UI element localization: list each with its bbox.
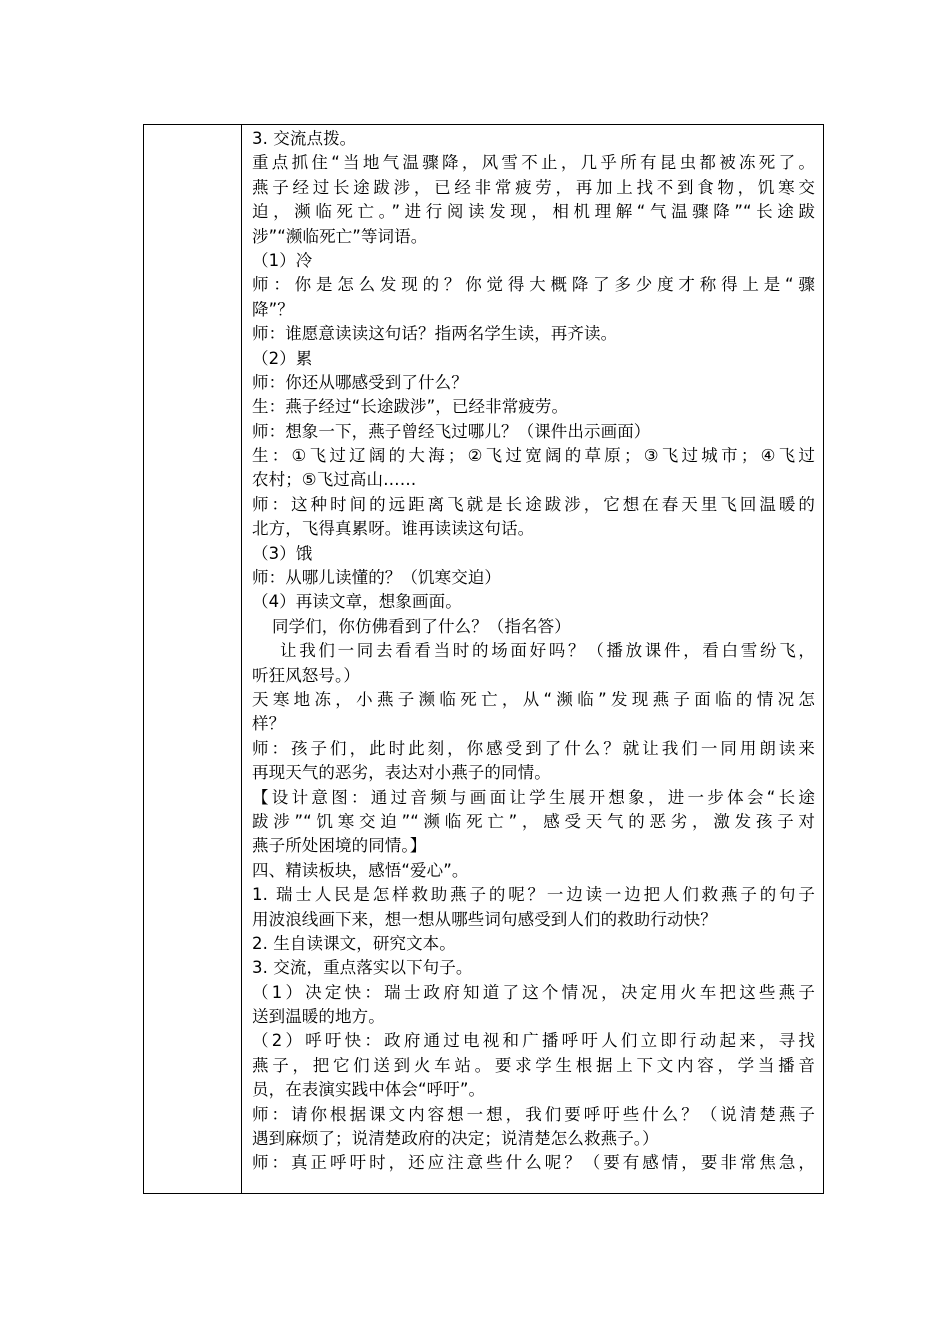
text-line: 降”？	[252, 299, 294, 319]
text-line: 师：从哪儿读懂的？（饥寒交迫）	[252, 568, 501, 588]
text-line: 再现天气的恶劣，表达对小燕子的同情。	[252, 763, 551, 783]
text-line: 跋涉”“饥寒交迫”“濒临死亡”，感受天气的恶劣，激发孩子对	[252, 811, 815, 831]
text-line: 生：燕子经过“长途跋涉”，已经非常疲劳。	[252, 397, 569, 417]
text-line: 燕子经过长途跋涉，已经非常疲劳，再加上找不到食物，饥寒交	[252, 177, 815, 197]
text-line: 师：谁愿意读读这句话？指两名学生读，再齐读。	[252, 324, 618, 344]
text-line: 迫，濒临死亡。”进行阅读发现，相机理解“气温骤降”“长途跋	[252, 202, 815, 222]
text-line: 师：想象一下，燕子曾经飞过哪儿？（课件出示画面）	[252, 421, 651, 441]
text-line: （2）呼吁快：政府通过电视和广播呼吁人们立即行动起来，寻找	[252, 1031, 815, 1051]
text-line: 师：你还从哪感受到了什么？	[252, 372, 468, 392]
text-line: 天寒地冻，小燕子濒临死亡，从“濒临”发现燕子面临的情况怎	[252, 689, 815, 709]
text-line: 师：请你根据课文内容想一想，我们要呼吁些什么？（说清楚燕子	[252, 1104, 815, 1124]
text-line: 生：①飞过辽阔的大海；②飞过宽阔的草原；③飞过城市；④飞过	[252, 446, 815, 466]
text-line: 农村；⑤飞过高山……	[252, 470, 417, 490]
text-line: 师：真正呼吁时，还应注意些什么呢？（要有感情，要非常焦急，	[252, 1153, 815, 1173]
text-line: 1. 瑞士人民是怎样救助燕子的呢？一边读一边把人们救燕子的句子	[252, 885, 815, 905]
table-left-column	[144, 125, 242, 1193]
text-line: 2. 生自读课文，研究文本。	[252, 933, 456, 953]
text-line: 让我们一同去看看当时的场面好吗？（播放课件，看白雪纷飞，	[280, 641, 815, 661]
table-right-column	[242, 125, 823, 1193]
text-line: 四、精读板块，感悟“爱心”。	[252, 860, 469, 880]
text-line: 同学们，你仿佛看到了什么？（指名答）	[272, 616, 571, 636]
text-line: 【设计意图：通过音频与画面让学生展开想象，进一步体会“长途	[252, 787, 815, 807]
text-line: 听狂风怒号。）	[252, 665, 360, 685]
text-line: 重点抓住“当地气温骤降，风雪不止，几乎所有昆虫都被冻死了。	[252, 153, 815, 173]
text-line: 燕子，把它们送到火车站。要求学生根据上下文内容，学当播音	[252, 1055, 815, 1075]
text-line: 燕子所处困境的同情。】	[252, 836, 427, 856]
text-line: （4）再读文章，想象画面。	[252, 592, 462, 612]
text-line: 3. 交流，重点落实以下句子。	[252, 958, 473, 978]
text-line: （1）冷	[252, 250, 313, 270]
text-line: 师：你是怎么发现的？你觉得大概降了多少度才称得上是“骤	[252, 275, 815, 295]
text-line: 师：孩子们，此时此刻，你感受到了什么？就让我们一同用朗读来	[252, 738, 815, 758]
text-line: 样？	[252, 714, 286, 734]
text-line: 送到温暖的地方。	[252, 1007, 385, 1027]
text-line: 3. 交流点拨。	[252, 129, 357, 148]
text-line: 北方，飞得真累呀。谁再读读这句话。	[252, 519, 535, 539]
text-line: 遇到麻烦了；说清楚政府的决定；说清楚怎么救燕子。）	[252, 1129, 659, 1149]
text-line: （1）决定快：瑞士政府知道了这个情况，决定用火车把这些燕子	[252, 982, 815, 1002]
text-line: 师：这种时间的远距离飞就是长途跋涉，它想在春天里飞回温暖的	[252, 494, 815, 514]
text-line: 涉”“濒临死亡”等词语。	[252, 226, 428, 246]
text-line: （3）饿	[252, 543, 313, 563]
text-line: 用波浪线画下来，想一想从哪些词句感受到人们的救助行动快？	[252, 909, 717, 929]
lesson-text	[252, 127, 815, 1176]
text-line: （2）累	[252, 348, 313, 368]
text-line: 员，在表演实践中体会“呼吁”。	[252, 1080, 486, 1100]
lesson-table	[143, 124, 824, 1194]
